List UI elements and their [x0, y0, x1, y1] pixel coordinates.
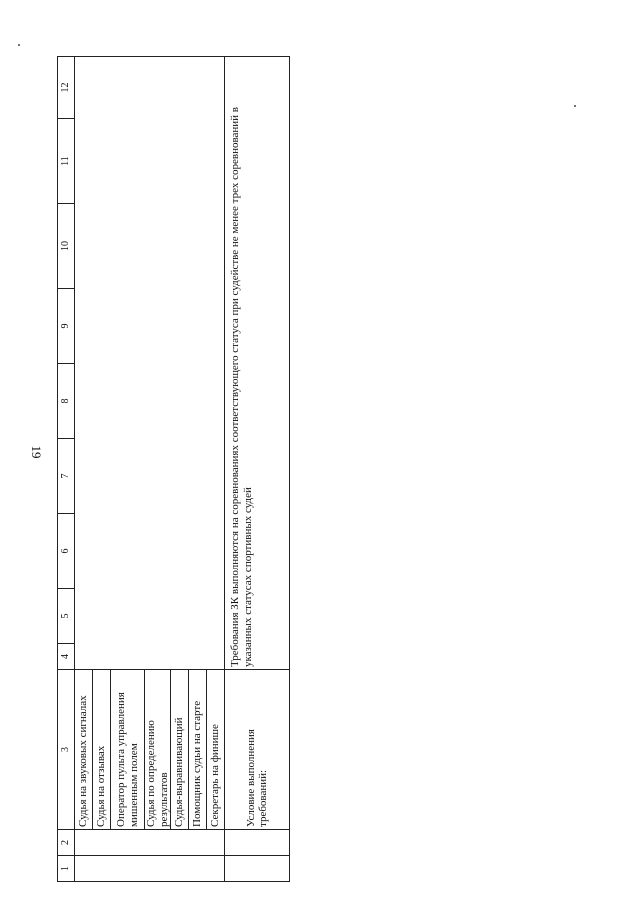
role-cell: Оператор пульта управления мишенным полем: [111, 670, 145, 830]
role-cell: Судья на отзывах: [93, 670, 111, 830]
col-header-12: 12: [58, 57, 75, 119]
condition-blank-1: [225, 856, 290, 882]
table-row: [75, 57, 93, 882]
scan-speck: [18, 44, 20, 46]
condition-blank-2: [225, 830, 290, 856]
col-header-4: 4: [58, 644, 75, 670]
role-cell: Судья на звуковых сигналах: [75, 670, 93, 830]
condition-row: [225, 57, 290, 882]
merged-cell-col2: [75, 830, 225, 856]
requirements-table: [57, 56, 290, 882]
role-cell: Помощник судьи на старте: [189, 670, 207, 830]
role-cell: Секретарь на финише: [207, 670, 225, 830]
merged-values-cell: [75, 57, 225, 670]
col-header-5: 5: [58, 589, 75, 644]
col-header-9: 9: [58, 289, 75, 364]
page-number: 19: [29, 445, 44, 459]
col-header-11: 11: [58, 119, 75, 204]
col-header-6: 6: [58, 514, 75, 589]
col-header-8: 8: [58, 364, 75, 439]
condition-text: Требования ЗК выполняются на соревнованиях соответствующего статуса при судействе не менее трех соревнований в указанных статусах спортивных судей: [225, 57, 290, 670]
role-cell: Судья-выравнивающий: [171, 670, 189, 830]
col-header-1: 1: [58, 856, 75, 882]
rotated-table-container: [57, 57, 275, 882]
role-cell: Судья по определению результатов: [145, 670, 171, 830]
condition-label: Условие выполнения требований:: [225, 670, 290, 830]
col-header-10: 10: [58, 204, 75, 289]
merged-cell-col1: [75, 856, 225, 882]
scan-speck: [574, 105, 576, 107]
col-header-3: 3: [58, 670, 75, 830]
col-header-2: 2: [58, 830, 75, 856]
col-header-7: 7: [58, 439, 75, 514]
header-row: [58, 57, 75, 882]
